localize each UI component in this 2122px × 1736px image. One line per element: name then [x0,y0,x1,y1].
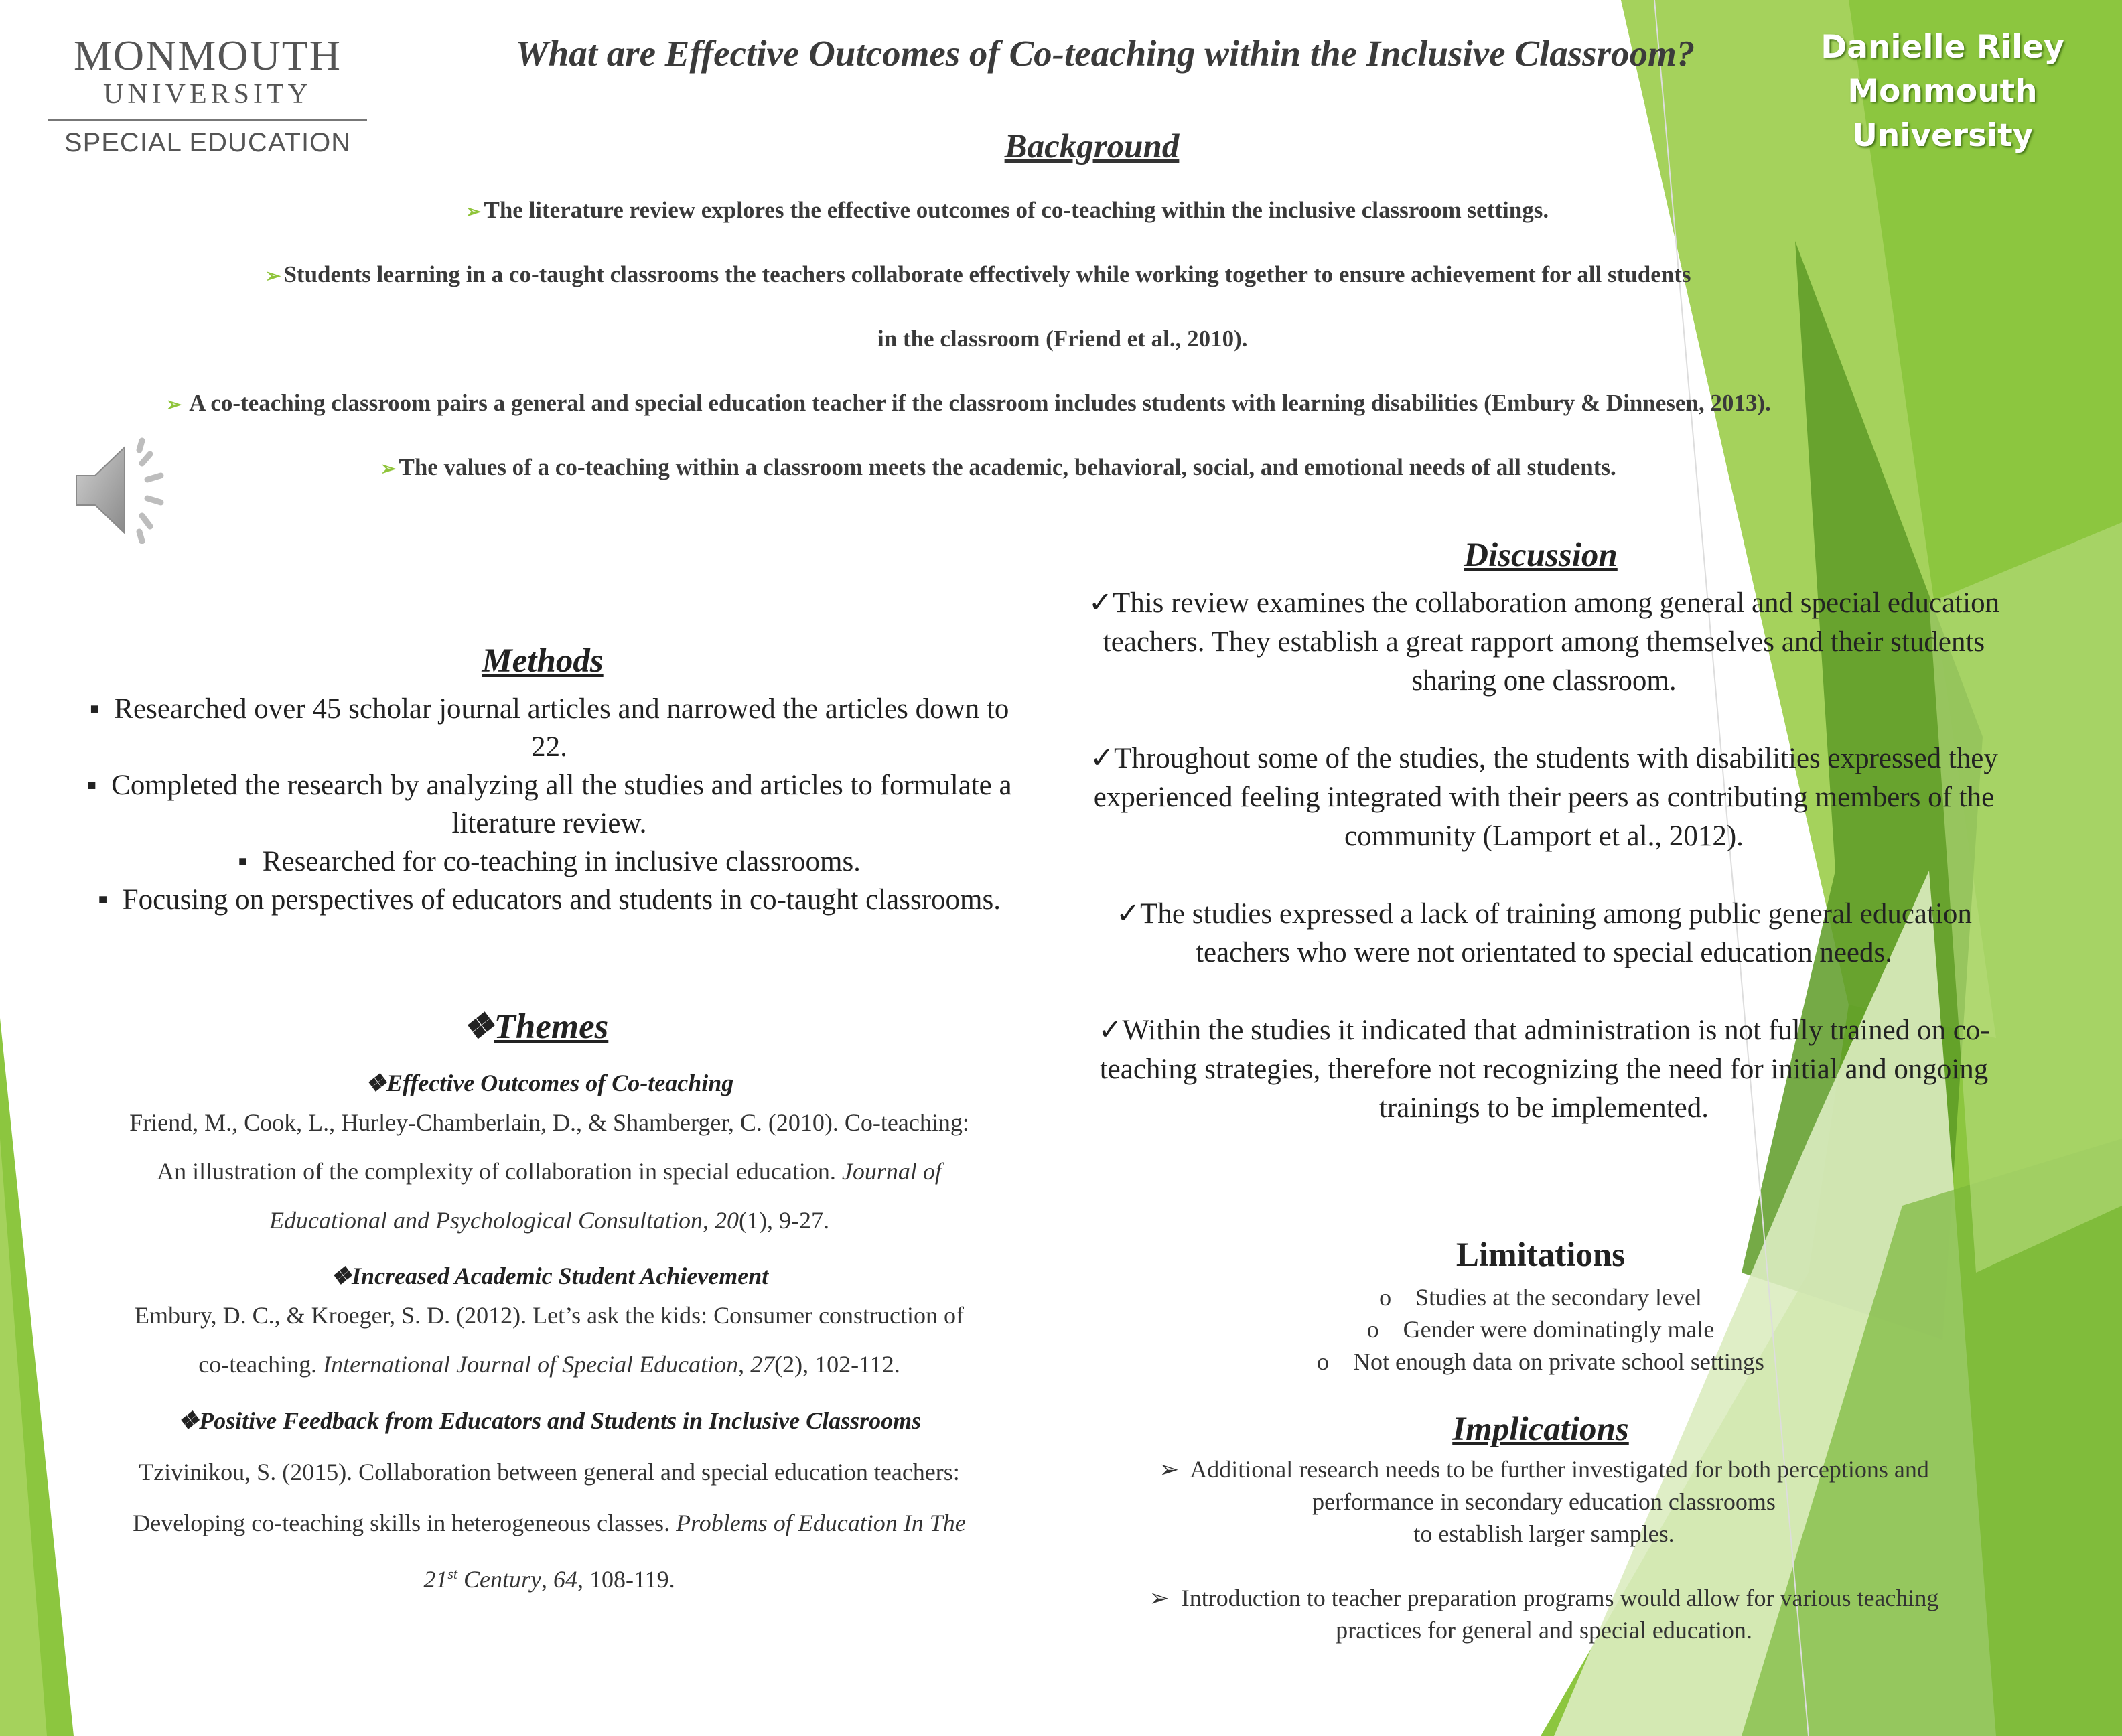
author-name: Danielle Riley [1821,29,2064,66]
check-icon: ✓ [1116,898,1141,930]
implications-body [1085,1453,2003,1646]
logo-divider [48,119,367,121]
background-bullet-2-cont: in the classroom (Friend et al., 2010). [877,326,1248,352]
limitations-list [1172,1281,1909,1378]
theme-3-title: ❖Positive Feedback from Educators and Students in Inclusive Classrooms [177,1407,922,1434]
methods-item: ▪ Completed the research by analyzing all the studies and articles to formulate a literature review. [86,770,1012,839]
author-affiliation-2: University [1851,117,2034,154]
discussion-paragraph: ✓The studies expressed a lack of training among public general education teachers who were not orientated to special education needs. [1116,898,1972,968]
audio-speaker-icon[interactable] [72,437,180,544]
background-bullet-4: ➢ The values of a co-teaching within a classroom meets the academic, behavioral, social, and emotional needs of all students. [380,454,1616,480]
author-affiliation-1: Monmouth [1847,73,2038,110]
check-icon: ✓ [1090,743,1115,774]
university-logo [40,33,375,158]
theme-3-reference: Tzivinikou, S. (2015). Collaboration between general and special education teachers: Developing co-teaching skills in heterogeneous classes. Problems of Education In The 21st Century, 64, 108-119. [133,1459,966,1593]
limitations-item: o Studies at the secondary level [1379,1284,1702,1311]
theme-2-reference: Embury, D. C., & Kroeger, S. D. (2012). Let’s ask the kids: Consumer construction of co-teaching. International Journal of Special Education, 27(2), 102-112. [134,1302,965,1378]
discussion-body [1085,584,2003,1167]
limitations-item: o Gender were dominatingly male [1366,1316,1715,1343]
methods-item: ▪ Researched for co-teaching in inclusive classrooms. [238,846,861,877]
author-block [1782,25,2103,158]
implications-item-1-cont: performance in secondary education classrooms [1312,1488,1776,1515]
arrow-bullet-icon: ➢ [265,266,281,287]
arrow-bullet-icon: ➢ [1149,1585,1170,1611]
implications-heading: Implications [1452,1410,1629,1448]
themes-heading: ❖Themes [462,1007,609,1046]
methods-heading: Methods [482,642,604,680]
logo-line-2: UNIVERSITY [103,79,312,110]
implications-item-2: ➢ Introduction to teacher preparation programs would allow for various teaching [1149,1585,1939,1611]
implications-item-1: ➢ Additional research needs to be further investigated for both perceptions and [1159,1456,1929,1483]
poster-title: What are Effective Outcomes of Co-teaching within the Inclusive Classroom? [515,33,1695,74]
arrow-bullet-icon: ➢ [1159,1456,1180,1483]
arrow-bullet-icon: ➢ [466,202,482,222]
discussion-paragraph: ✓This review examines the collaboration among general and special education teachers. They establish a great rapport among themselves and their students sharing one classroom. [1088,587,2000,697]
check-icon: ✓ [1098,1015,1123,1046]
discussion-heading: Discussion [1464,536,1618,574]
background-bullet-1: ➢ The literature review explores the effective outcomes of co-teaching within the inclusive classroom settings. [466,197,1549,223]
logo-line-1: MONMOUTH [74,31,342,79]
limitations-heading: Limitations [1456,1236,1626,1274]
implications-item-1-cont: to establish larger samples. [1413,1520,1675,1547]
arrow-bullet-icon: ➢ [166,394,182,415]
check-icon: ✓ [1088,587,1113,619]
background-bullet-3: ➢ A co-teaching classroom pairs a general and special education teacher if the classroom includes students with learning disabilities (Embury & Dinnesen, 2013). [166,390,1771,416]
background-heading: Background [1004,128,1180,165]
methods-item: ▪ Researched over 45 scholar journal articles and narrowed the articles down to 22. [89,693,1009,763]
discussion-paragraph: ✓Throughout some of the studies, the students with disabilities expressed they experienced feeling integrated with their peers as contributing members of the community (Lamport et al., 2012). [1090,743,1998,852]
diamond-icon: ❖ [462,1007,494,1046]
methods-item: ▪ Focusing on perspectives of educators and students in co-taught classrooms. [98,884,1001,916]
limitations-item: o Not enough data on private school settings [1317,1348,1764,1375]
theme-1-reference: Friend, M., Cook, L., Hurley-Chamberlain, D., & Shamberger, C. (2010). Co-teaching: An illustration of the complexity of collaboration in special education. Journal of Educational and Psychological Consultation, 20(1), 9-27. [129,1109,969,1234]
methods-list [74,690,1025,919]
theme-2-title: ❖Increased Academic Student Achievement [330,1262,769,1289]
implications-item-2-cont: practices for general and special education. [1336,1617,1752,1644]
theme-1-title: ❖Effective Outcomes of Co-teaching [364,1070,734,1096]
discussion-paragraph: ✓Within the studies it indicated that administration is not fully trained on co-teaching strategies, therefore not recognizing the need for initial and ongoing trainings to be implemented. [1098,1015,1990,1124]
diamond-icon: ❖ [364,1070,387,1096]
logo-line-3: SPECIAL EDUCATION [64,128,352,157]
diamond-icon: ❖ [177,1407,200,1434]
arrow-bullet-icon: ➢ [380,459,397,480]
diamond-icon: ❖ [330,1262,352,1289]
background-bullet-2: ➢ Students learning in a co-taught classrooms the teachers collaborate effectively while working together to ensure achievement for all students [265,261,1691,287]
